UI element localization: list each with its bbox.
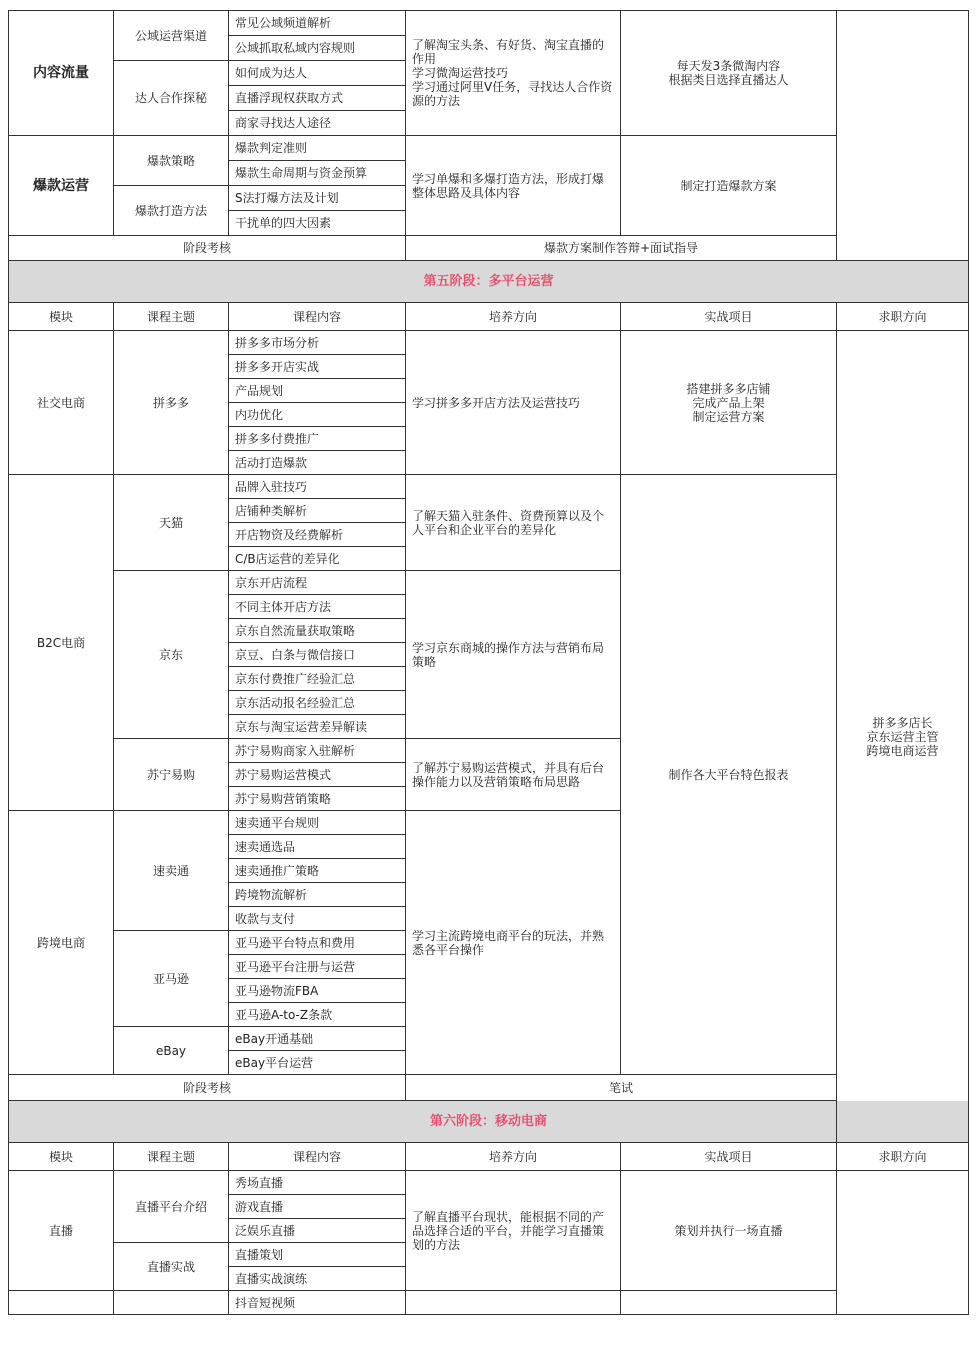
content-cell: 不同主体开店方法 bbox=[229, 595, 406, 619]
topic-cell: 达人合作探秘 bbox=[114, 61, 229, 136]
content-cell: 速卖通选品 bbox=[229, 835, 406, 859]
project-cell: 每天发3条微淘内容 根据类目选择直播达人 bbox=[621, 11, 837, 136]
content-cell: 苏宁易购营销策略 bbox=[229, 787, 406, 811]
content-cell: 产品规划 bbox=[229, 379, 406, 403]
content-cell: 京东自然流量获取策略 bbox=[229, 619, 406, 643]
exam-label: 阶段考核 bbox=[9, 1075, 406, 1101]
topic-cell: eBay bbox=[114, 1027, 229, 1075]
header-module: 模块 bbox=[9, 1143, 114, 1171]
header-job: 求职方向 bbox=[837, 1143, 969, 1171]
project-cell: 制定打造爆款方案 bbox=[621, 136, 837, 236]
direction-cell: 了解苏宁易购运营模式，并具有后台操作能力以及营销策略布局思路 bbox=[406, 739, 621, 811]
topic-cell: 京东 bbox=[114, 571, 229, 739]
content-cell: 京东开店流程 bbox=[229, 571, 406, 595]
exam-text: 笔试 bbox=[406, 1075, 837, 1101]
table-row bbox=[9, 136, 969, 161]
topic-cell: 直播实战 bbox=[114, 1243, 229, 1291]
content-cell: 常见公域频道解析 bbox=[229, 11, 406, 36]
content-cell: 拼多多付费推广 bbox=[229, 427, 406, 451]
header-content: 课程内容 bbox=[229, 303, 406, 331]
module-cell: B2C电商 bbox=[9, 475, 114, 811]
topic-cell-empty bbox=[114, 1291, 229, 1315]
header-row bbox=[9, 1143, 969, 1171]
content-cell: 内功优化 bbox=[229, 403, 406, 427]
content-cell: 泛娱乐直播 bbox=[229, 1219, 406, 1243]
content-cell: 跨境物流解析 bbox=[229, 883, 406, 907]
table-row bbox=[9, 331, 969, 355]
header-project: 实战项目 bbox=[621, 1143, 837, 1171]
topic-cell: 爆款打造方法 bbox=[114, 186, 229, 236]
content-cell: 亚马逊物流FBA bbox=[229, 979, 406, 1003]
exam-row bbox=[9, 1075, 969, 1101]
module-cell: 跨境电商 bbox=[9, 811, 114, 1075]
content-cell: 店铺种类解析 bbox=[229, 499, 406, 523]
content-cell: 活动打造爆款 bbox=[229, 451, 406, 475]
content-cell: 亚马逊平台特点和费用 bbox=[229, 931, 406, 955]
content-cell: 速卖通平台规则 bbox=[229, 811, 406, 835]
direction-cell-empty bbox=[406, 1291, 621, 1315]
content-cell: eBay开通基础 bbox=[229, 1027, 406, 1051]
exam-label: 阶段考核 bbox=[9, 236, 406, 261]
direction-cell: 学习拼多多开店方法及运营技巧 bbox=[406, 331, 621, 475]
topic-cell: 天猫 bbox=[114, 475, 229, 571]
table-row bbox=[9, 475, 969, 499]
table-row bbox=[9, 11, 969, 36]
table-row bbox=[9, 1171, 969, 1195]
content-cell: 直播实战演练 bbox=[229, 1267, 406, 1291]
direction-cell: 学习单爆和多爆打造方法，形成打爆整体思路及具体内容 bbox=[406, 136, 621, 236]
header-topic: 课程主题 bbox=[114, 1143, 229, 1171]
content-cell: 京豆、白条与微信接口 bbox=[229, 643, 406, 667]
content-cell: 京东与淘宝运营差异解读 bbox=[229, 715, 406, 739]
content-cell: 拼多多开店实战 bbox=[229, 355, 406, 379]
content-cell: eBay平台运营 bbox=[229, 1051, 406, 1075]
content-cell: 抖音短视频 bbox=[229, 1291, 406, 1315]
content-cell: 公域抓取私域内容规则 bbox=[229, 36, 406, 61]
content-cell: 秀场直播 bbox=[229, 1171, 406, 1195]
module-cell: 爆款运营 bbox=[9, 136, 114, 236]
exam-text: 爆款方案制作答辩+面试指导 bbox=[406, 236, 837, 261]
topic-cell: 速卖通 bbox=[114, 811, 229, 931]
header-direction: 培养方向 bbox=[406, 303, 621, 331]
module-cell-empty bbox=[9, 1291, 114, 1315]
content-cell: S法打爆方法及计划 bbox=[229, 186, 406, 211]
content-cell: 爆款判定准则 bbox=[229, 136, 406, 161]
table-row bbox=[9, 1291, 969, 1315]
topic-cell: 拼多多 bbox=[114, 331, 229, 475]
content-cell: 收款与支付 bbox=[229, 907, 406, 931]
content-cell: 爆款生命周期与资金预算 bbox=[229, 161, 406, 186]
direction-cell: 学习京东商城的操作方法与营销布局策略 bbox=[406, 571, 621, 739]
content-cell: 拼多多市场分析 bbox=[229, 331, 406, 355]
topic-cell: 公域运营渠道 bbox=[114, 11, 229, 61]
direction-cell: 学习主流跨境电商平台的玩法，并熟悉各平台操作 bbox=[406, 811, 621, 1075]
header-content: 课程内容 bbox=[229, 1143, 406, 1171]
stage-title: 第五阶段：多平台运营 bbox=[9, 261, 969, 303]
topic-cell: 直播平台介绍 bbox=[114, 1171, 229, 1243]
content-cell: 速卖通推广策略 bbox=[229, 859, 406, 883]
content-cell: 品牌入驻技巧 bbox=[229, 475, 406, 499]
header-module: 模块 bbox=[9, 303, 114, 331]
content-cell: 京东活动报名经验汇总 bbox=[229, 691, 406, 715]
curriculum-table bbox=[8, 10, 969, 1315]
header-direction: 培养方向 bbox=[406, 1143, 621, 1171]
topic-cell: 苏宁易购 bbox=[114, 739, 229, 811]
header-topic: 课程主题 bbox=[114, 303, 229, 331]
stage-title: 第六阶段：移动电商 bbox=[9, 1101, 969, 1143]
stage-title-row bbox=[9, 1101, 969, 1143]
content-cell: 京东付费推广经验汇总 bbox=[229, 667, 406, 691]
module-cell: 直播 bbox=[9, 1171, 114, 1291]
content-cell: 苏宁易购商家入驻解析 bbox=[229, 739, 406, 763]
job-cell: 拼多多店长 京东运营主管 跨境电商运营 bbox=[837, 331, 969, 1143]
module-cell: 社交电商 bbox=[9, 331, 114, 475]
content-cell: 商家寻找达人途径 bbox=[229, 111, 406, 136]
project-cell: 搭建拼多多店铺 完成产品上架 制定运营方案 bbox=[621, 331, 837, 475]
project-cell: 策划并执行一场直播 bbox=[621, 1171, 837, 1291]
content-cell: 苏宁易购运营模式 bbox=[229, 763, 406, 787]
content-cell: C/B店运营的差异化 bbox=[229, 547, 406, 571]
topic-cell: 爆款策略 bbox=[114, 136, 229, 186]
topic-cell: 亚马逊 bbox=[114, 931, 229, 1027]
content-cell: 干扰单的四大因素 bbox=[229, 211, 406, 236]
content-cell: 直播浮现权获取方式 bbox=[229, 86, 406, 111]
content-cell: 亚马逊平台注册与运营 bbox=[229, 955, 406, 979]
project-cell-empty bbox=[621, 1291, 837, 1315]
header-row bbox=[9, 303, 969, 331]
header-project: 实战项目 bbox=[621, 303, 837, 331]
direction-cell: 了解淘宝头条、有好货、淘宝直播的作用 学习微淘运营技巧 学习通过阿里V任务，寻找达人合作资源的方法 bbox=[406, 11, 621, 136]
stage-title-row bbox=[9, 261, 969, 303]
project-cell: 制作各大平台特色报表 bbox=[621, 475, 837, 1075]
content-cell: 开店物资及经费解析 bbox=[229, 523, 406, 547]
content-cell: 游戏直播 bbox=[229, 1195, 406, 1219]
direction-cell: 了解天猫入驻条件、资费预算以及个人平台和企业平台的差异化 bbox=[406, 475, 621, 571]
module-cell: 内容流量 bbox=[9, 11, 114, 136]
content-cell: 如何成为达人 bbox=[229, 61, 406, 86]
job-cell-empty bbox=[837, 11, 969, 261]
content-cell: 亚马逊A-to-Z条款 bbox=[229, 1003, 406, 1027]
header-job: 求职方向 bbox=[837, 303, 969, 331]
direction-cell: 了解直播平台现状，能根据不同的产品选择合适的平台，并能学习直播策划的方法 bbox=[406, 1171, 621, 1291]
exam-row bbox=[9, 236, 969, 261]
job-cell-empty bbox=[837, 1171, 969, 1315]
content-cell: 直播策划 bbox=[229, 1243, 406, 1267]
